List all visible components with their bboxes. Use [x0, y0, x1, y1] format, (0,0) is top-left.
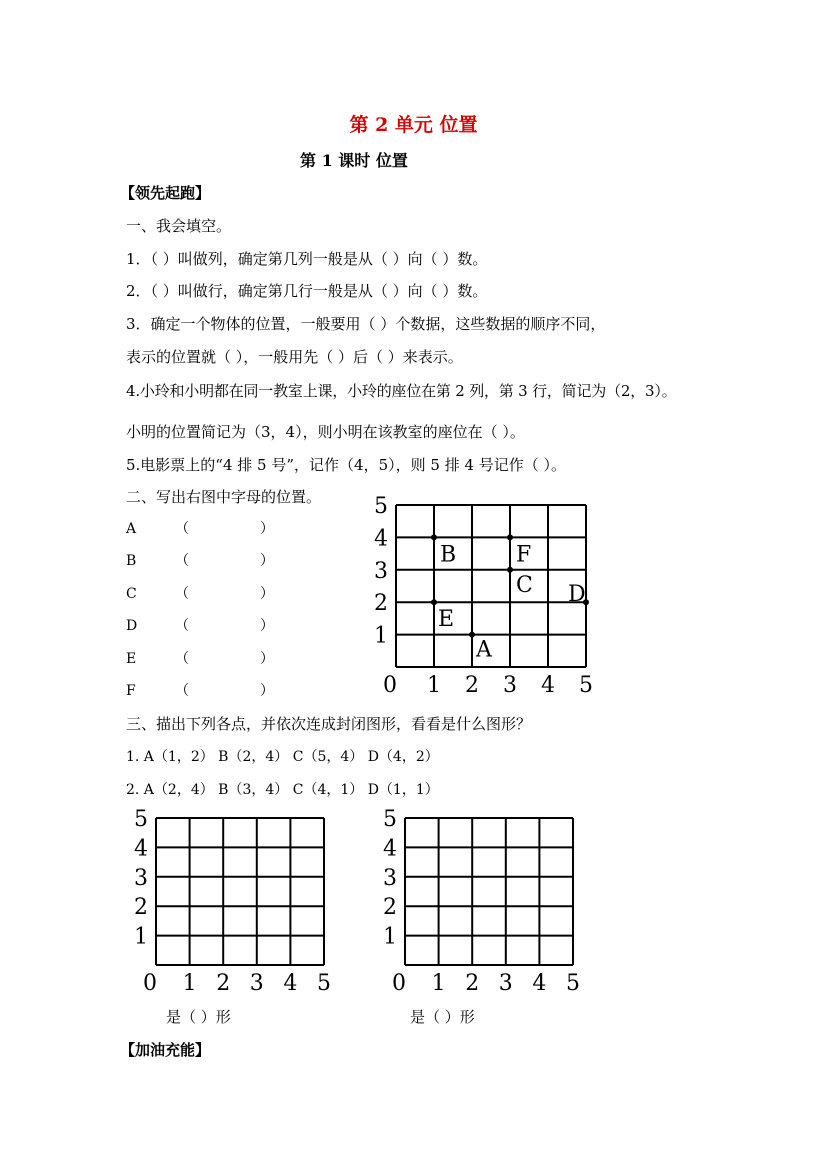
small-grid-1-x-tick: 5	[317, 971, 331, 996]
plot-points-1: 1. A（1，2） B（2，4） C（5，4） D（4，2）	[126, 749, 439, 765]
question-b-open: （	[175, 553, 189, 569]
point-d-label: D	[568, 582, 586, 608]
main-grid-x-tick: 4	[541, 673, 555, 698]
small-grid-1-x-tick: 4	[283, 971, 298, 996]
main-grid-x-tick: 3	[503, 673, 517, 698]
section-boost: 【加油充能】	[120, 1041, 211, 1059]
fill-in-3: 3．确定一个物体的位置，一般要用（ ）个数据，这些数据的顺序不同，	[126, 315, 606, 333]
question-d-open: （	[175, 618, 189, 634]
small-grid-1-x-tick: 2	[216, 971, 231, 996]
small-grid-2-x-tick: 1	[431, 971, 446, 996]
section-part3: 三、描出下列各点，并依次连成封闭图形，看看是什么图形？	[126, 715, 532, 733]
small-grid-1-y-tick: 1	[134, 924, 148, 950]
main-grid-x-tick: 1	[427, 673, 441, 698]
small-grid-2-x-tick: 4	[532, 971, 547, 996]
fill-in-3-cont: 表示的位置就（ ），一般用先（ ）后（ ）来表示。	[126, 348, 463, 366]
small-grid-1-y-tick: 3	[134, 865, 148, 891]
question-d-label: D	[126, 618, 138, 634]
point-f-dot	[507, 534, 513, 540]
plot-points-2: 2. A（2，4） B（3，4） C（4，1） D（1，1）	[126, 782, 439, 798]
question-d-close: ）	[260, 618, 274, 634]
lesson-title: 第 1 课时 位置	[300, 151, 408, 170]
point-b-dot	[431, 534, 437, 540]
point-f-label: F	[516, 542, 532, 568]
question-c-open: （	[175, 586, 189, 602]
section-lead: 【领先起跑】	[120, 184, 211, 202]
point-c-dot	[507, 567, 513, 573]
question-e-open: （	[175, 651, 189, 667]
point-e-label: E	[438, 607, 455, 633]
small-grid-2-x-tick: 3	[498, 971, 513, 996]
main-grid-y-tick: 5	[374, 494, 388, 519]
fill-in-4-cont: 小明的位置简记为（3，4），则小明在该教室的座位在（ ）。	[126, 423, 525, 441]
main-grid-y-tick: 2	[374, 591, 388, 617]
question-b-label: B	[126, 553, 137, 569]
question-f-open: （	[175, 683, 189, 699]
main-grid-x-tick: 5	[579, 673, 593, 698]
fill-in-4: 4.小玲和小明都在同一教室上课，小玲的座位在第 2 列，第 3 行，简记为（2，3）。	[126, 382, 677, 400]
question-a-open: （	[175, 521, 189, 537]
small-grid-1-x-tick: 0	[143, 971, 157, 996]
question-a-close: ）	[260, 521, 274, 537]
question-a-label: A	[126, 521, 137, 537]
small-grid-2-y-tick: 4	[383, 836, 397, 862]
small-grid-1-y-tick: 5	[134, 807, 148, 832]
question-c-label: C	[126, 586, 137, 602]
question-e-close: ）	[260, 651, 274, 667]
small-grid-1-y-tick: 2	[134, 895, 148, 921]
question-e-label: E	[126, 651, 137, 667]
main-grid-y-tick: 1	[374, 623, 388, 649]
small-grid-1-y-tick: 4	[134, 836, 148, 862]
small-grid-1-x-tick: 3	[249, 971, 264, 996]
small-grid-2-y-tick: 2	[383, 895, 397, 921]
main-grid-x-tick: 2	[465, 673, 479, 698]
answer-shape-2: 是（ ）形	[410, 1008, 475, 1026]
point-b-label: B	[440, 542, 457, 568]
point-a-label: A	[476, 637, 492, 663]
answer-shape-1: 是（ ）形	[166, 1008, 231, 1026]
point-c-label: C	[516, 572, 533, 598]
small-grid-2-x-tick: 0	[392, 971, 406, 996]
fill-in-1: 1．（ ）叫做列，确定第几列一般是从（ ）向（ ）数。	[126, 250, 488, 268]
question-b-close: ）	[260, 553, 274, 569]
point-e-dot	[431, 599, 437, 605]
fill-in-5: 5.电影票上的“4 排 5 号”，记作（4，5），则 5 排 4 号记作（ ）。	[126, 456, 567, 474]
small-grid-2-x-tick: 2	[465, 971, 480, 996]
main-grid-y-tick: 3	[374, 558, 388, 584]
unit-title: 第 2 单元 位置	[349, 114, 478, 136]
section-part2: 二、写出右图中字母的位置。	[126, 488, 322, 506]
question-f-label: F	[126, 683, 136, 699]
section-part1: 一、我会填空。	[126, 217, 232, 235]
fill-in-2: 2．（ ）叫做行，确定第几行一般是从（ ）向（ ）数。	[126, 282, 488, 300]
small-grid-1-x-tick: 1	[182, 971, 197, 996]
small-grid-2-y-tick: 1	[383, 924, 397, 950]
small-grid-2-y-tick: 5	[383, 807, 397, 832]
point-a-dot	[469, 632, 475, 638]
small-grid-2-y-tick: 3	[383, 865, 397, 891]
question-c-close: ）	[260, 586, 274, 602]
question-f-close: ）	[260, 683, 274, 699]
small-grid-2-x-tick: 5	[566, 971, 580, 996]
main-grid-x-tick: 0	[383, 673, 397, 698]
main-grid-y-tick: 4	[374, 526, 388, 552]
